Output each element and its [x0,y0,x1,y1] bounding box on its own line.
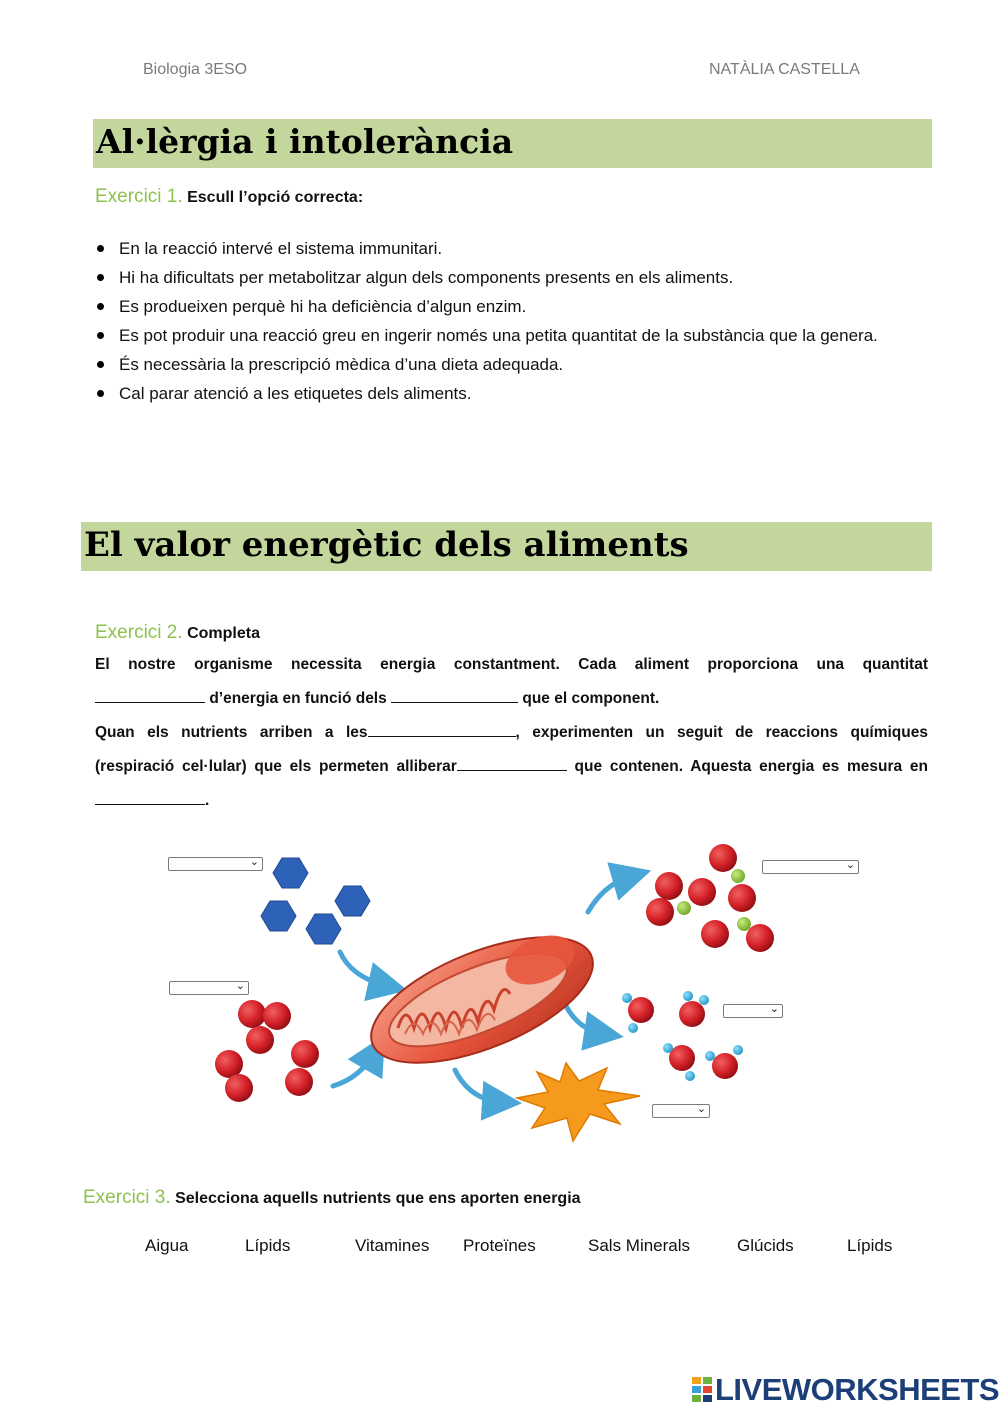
option-item[interactable]: És necessària la prescripció mèdica d’una dieta adequada. [95,350,928,379]
mitochondrion-illustration [355,911,610,1088]
sphere-icon [679,1001,705,1027]
sphere-icon [285,1068,313,1096]
hexagon-icon [335,886,370,916]
dropdown-oxygen[interactable] [169,981,249,995]
sphere-icon [291,1040,319,1068]
header-subject: Biologia 3ESO [143,61,248,78]
sphere-icon [737,917,751,931]
option-item[interactable]: En la reacció intervé el sistema immunitari. [95,234,928,263]
exercise3-label: Exercici 3. [83,1187,171,1208]
sphere-icon [728,884,756,912]
sphere-icon [263,1002,291,1030]
option-item[interactable]: Hi ha dificultats per metabolitzar algun dels components presents en els aliments. [95,263,928,292]
sphere-icon [238,1000,266,1028]
sphere-icon [225,1074,253,1102]
bullet-icon [97,361,104,368]
exercise1-label: Exercici 1. [95,186,183,207]
bullet-icon [97,274,104,281]
cellular-respiration-diagram [0,830,1000,1160]
bullet-icon [97,303,104,310]
exercise2-heading [95,622,260,644]
option-item[interactable]: Es produeixen perquè hi ha deficiència d’algun enzim. [95,292,928,321]
hexagon-group [261,858,370,944]
nutrient-option[interactable]: Aigua [145,1236,189,1255]
arrow-icon [340,952,388,986]
molecule-group-top-right [646,844,774,952]
bullet-icon [97,332,104,339]
blank-energy[interactable] [457,754,567,771]
hexagon-icon [273,858,308,888]
section2-title: El valor energètic dels aliments [84,525,689,565]
sphere-icon [663,1043,673,1053]
exercise2-label: Exercici 2. [95,622,183,643]
nutrient-option[interactable]: Lípids [847,1236,893,1255]
exercise2-line-5: . [95,784,928,818]
sphere-icon [709,844,737,872]
dropdown-co2[interactable] [762,860,859,874]
sphere-icon [683,991,693,1001]
sphere-icon [746,924,774,952]
nutrient-option[interactable]: Lípids [245,1236,291,1255]
exercise3-instruction: Selecciona aquells nutrients que ens aporten energia [175,1190,581,1207]
nutrient-option[interactable]: Vitamines [355,1236,430,1255]
exercise1-options [95,234,928,408]
sphere-icon [246,1026,274,1054]
header-author: NATÀLIA CASTELLA [709,61,860,78]
liveworksheets-logo-icon [692,1377,712,1403]
chevron-down-icon: ⌄ [769,1003,779,1015]
nutrient-option[interactable]: Sals Minerals [588,1236,691,1255]
option-item[interactable]: Es pot produir una reacció greu en ingerir només una petita quantitat de la substància que la genera. [95,321,928,350]
sphere-icon [655,872,683,900]
sphere-icon [688,878,716,906]
nutrient-option[interactable]: Proteïnes [463,1236,536,1255]
option-item[interactable]: Cal parar atenció a les etiquetes dels aliments. [95,379,928,408]
hexagon-icon [306,914,341,944]
red-sphere-group-left [215,1000,319,1102]
sphere-icon [733,1045,743,1055]
sphere-icon [685,1071,695,1081]
blank-nutrients[interactable] [391,686,518,703]
arrow-icon [565,1004,604,1034]
blank-cells[interactable] [368,720,516,737]
liveworksheets-logo-text: LIVEWORKSHEETS [715,1372,1000,1407]
exercise2-line-4: (respiració cel·lular) que els permeten alliberar que contenen. Aquesta energia es mesura en [95,750,928,784]
sphere-icon [712,1053,738,1079]
hexagon-icon [261,901,296,931]
sphere-icon [628,997,654,1023]
exercise2-line-2: d’energia en funció dels que el component. [95,682,928,716]
blank-unit[interactable] [95,788,205,805]
exercise2-line-1: El nostre organisme necessita energia constantment. Cada aliment proporciona una quantitat [95,656,928,673]
dropdown-energy[interactable] [652,1104,710,1118]
sphere-icon [701,920,729,948]
energy-star-icon [517,1063,640,1141]
nutrient-option[interactable]: Glúcids [737,1236,794,1255]
exercise2-instruction: Completa [187,625,260,642]
exercise2-line-3: Quan els nutrients arriben a les , experimenten un seguit de reaccions químiques [95,716,928,750]
chevron-down-icon: ⌄ [696,1103,706,1115]
chevron-down-icon: ⌄ [845,859,855,871]
sphere-icon [628,1023,638,1033]
sphere-icon [646,898,674,926]
chevron-down-icon: ⌄ [249,856,259,868]
blank-energy-amount[interactable] [95,686,205,703]
dropdown-water[interactable] [723,1004,783,1018]
sphere-icon [699,995,709,1005]
sphere-icon [731,869,745,883]
exercise1-heading [95,186,363,208]
arrow-icon [333,1052,375,1086]
exercise1-instruction: Escull l’opció correcta: [187,189,364,206]
chevron-down-icon: ⌄ [235,980,245,992]
sphere-icon [622,993,632,1003]
section1-title: Al·lèrgia i intolerància [96,122,514,161]
sphere-icon [705,1051,715,1061]
exercise3-heading [83,1187,581,1209]
arrow-icon [455,1070,502,1102]
sphere-icon [215,1050,243,1078]
arrow-icon [588,876,632,912]
bullet-icon [97,390,104,397]
sphere-icon [677,901,691,915]
dropdown-glucose[interactable] [168,857,263,871]
bullet-icon [97,245,104,252]
liveworksheets-logo [692,1372,999,1408]
